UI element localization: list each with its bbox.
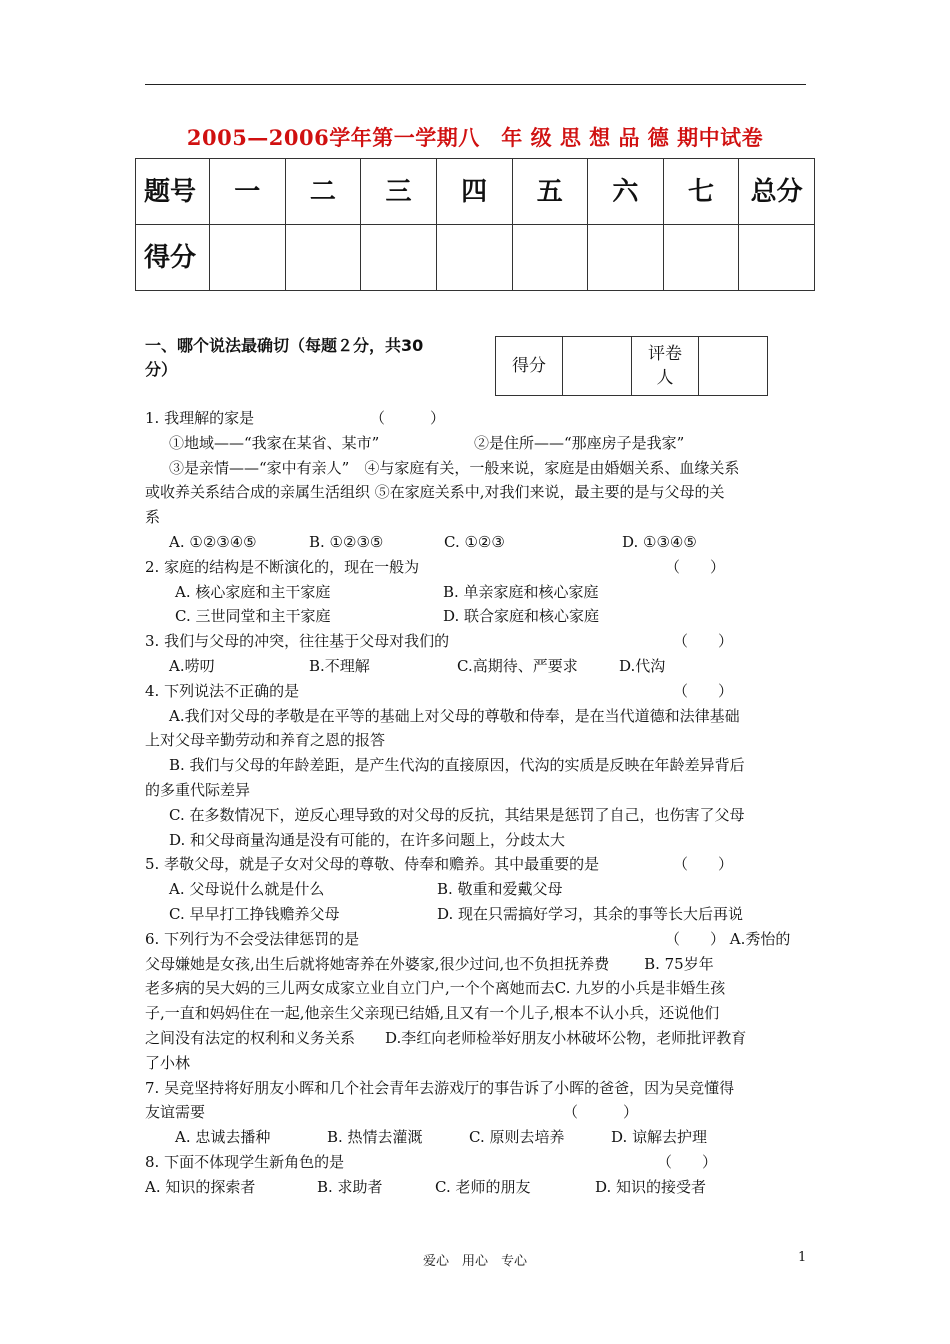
option: D.代沟	[619, 656, 666, 675]
score-blank-cell	[663, 225, 739, 291]
question-4-stem: 4. 下列说法不正确的是 （ ）	[145, 681, 734, 700]
option: D. ①③④⑤	[622, 532, 697, 551]
option: C. 老师的朋友	[435, 1177, 531, 1196]
grader-table	[495, 336, 768, 396]
option: A. 核心家庭和主干家庭	[175, 582, 331, 601]
grader-score-blank	[563, 337, 632, 396]
question-6-line: 了小林	[145, 1053, 191, 1072]
option: A. ①②③④⑤	[169, 532, 257, 551]
top-rule	[145, 84, 806, 85]
score-row-label: 得分	[136, 225, 210, 291]
question-4-line: C. 在多数情况下，逆反心理导致的对父母的反抗，其结果是惩罚了自己，也伤害了父母	[169, 805, 745, 824]
option: B. 单亲家庭和核心家庭	[443, 582, 599, 601]
option: A. 知识的探索者	[145, 1177, 256, 1196]
page-footer: 爱心 用心 专心	[422, 1254, 527, 1269]
option: B. 求助者	[317, 1177, 383, 1196]
score-blank-cell	[436, 225, 512, 291]
question-5-stem: 5. 孝敬父母，就是子女对父母的尊敬、侍奉和赡养。其中最重要的是 （ ）	[145, 855, 734, 874]
question-1-line: 系	[145, 508, 161, 527]
option: D. 联合家庭和核心家庭	[443, 607, 600, 626]
grader-name-label: 评卷 人	[632, 337, 699, 396]
score-cell: 题号	[136, 159, 210, 225]
question-4-line: D. 和父母商量沟通是没有可能的，在许多问题上，分歧太大	[169, 830, 566, 849]
score-cell: 三	[361, 159, 437, 225]
question-4-line: 上对父母辛勤劳动和养育之恩的报答	[145, 731, 386, 750]
score-cell: 总分	[739, 159, 815, 225]
score-cell: 五	[512, 159, 588, 225]
option: C.高期待、严要求	[457, 656, 578, 675]
score-cell: 四	[436, 159, 512, 225]
score-cell: 六	[588, 159, 664, 225]
question-2-options	[145, 580, 810, 605]
question-7-options	[145, 1125, 810, 1150]
score-cell: 二	[285, 159, 361, 225]
score-blank-cell	[739, 225, 815, 291]
option: C. 三世同堂和主干家庭	[175, 607, 331, 626]
option: B.不理解	[309, 656, 370, 675]
question-7-stem: 7. 吴竞坚持将好朋友小晖和几个社会青年去游戏厅的事告诉了小晖的爸爸，因为吴竞懂得	[145, 1078, 735, 1097]
question-1-stem: 1. 我理解的家是 （ ）	[145, 409, 446, 427]
score-blank-cell	[210, 225, 286, 291]
question-2-options	[145, 604, 810, 629]
score-blank-cell	[285, 225, 361, 291]
score-table	[135, 158, 815, 291]
question-4-line: B. 我们与父母的年龄差距，是产生代沟的直接原因，代沟的实质是反映在年龄差异背后	[169, 756, 745, 775]
page-title: 2005—2006学年第一学期八 年 级 思 想 品 德 期中试卷	[186, 125, 764, 150]
score-table-header-row	[136, 159, 815, 225]
question-6-line: 父母嫌她是女孩,出生后就将她寄养在外婆家,很少过问,也不负担抚养费 B. 75岁年	[145, 954, 714, 973]
page-number: 1	[798, 1250, 807, 1265]
question-6-line: 老多病的吴大妈的三儿两女成家立业自立门户,一个个离她而去C. 九岁的小兵是非婚生孩	[145, 979, 726, 998]
question-6-stem: 6. 下列行为不会受法律惩罚的是 （ ） A.秀怡的	[145, 929, 791, 948]
option: B. 敬重和爱戴父母	[437, 880, 563, 899]
question-6-line: 子,一直和妈妈住在一起,他亲生父亲现已结婚,且又有一个儿子,根本不认小兵，还说他们	[145, 1004, 720, 1023]
question-6-line: 之间没有法定的权利和义务关系 D.李红向老师检举好朋友小林破坏公物，老师批评教育	[145, 1028, 747, 1047]
score-table-score-row	[136, 225, 815, 291]
question-3-stem: 3. 我们与父母的冲突，往往基于父母对我们的 （ ）	[145, 632, 734, 651]
option: A.唠叨	[169, 656, 215, 675]
option: C. 早早打工挣钱赡养父母	[169, 904, 340, 923]
question-8-stem: 8. 下面不体现学生新角色的是 （ ）	[145, 1152, 718, 1171]
question-1-line: 或收养关系结合成的亲属生活组织 ⑤在家庭关系中,对我们来说，最主要的是与父母的关	[145, 483, 725, 502]
question-5-options	[145, 877, 810, 902]
question-8-options	[145, 1175, 810, 1200]
question-1-line: ①地域——“我家在某省、某市” ②是住所——“那座房子是我家”	[169, 433, 685, 452]
option: C. 原则去培养	[469, 1128, 565, 1147]
option: A. 父母说什么就是什么	[169, 880, 325, 899]
questions-body	[145, 406, 810, 1200]
grader-name-blank	[699, 337, 768, 396]
section-heading: 一、哪个说法最确切（每题２分，共30 分）	[145, 336, 424, 379]
grader-score-label: 得分	[496, 337, 563, 396]
question-4-line: 的多重代际差异	[145, 780, 251, 799]
score-cell: 一	[210, 159, 286, 225]
score-blank-cell	[588, 225, 664, 291]
option: C. ①②③	[444, 532, 505, 551]
score-cell: 七	[663, 159, 739, 225]
question-7-line: 友谊需要 （ ）	[145, 1103, 639, 1122]
option: B. 热情去灌溉	[327, 1128, 423, 1147]
score-blank-cell	[512, 225, 588, 291]
option: D. 谅解去护理	[611, 1128, 708, 1147]
option: D. 现在只需搞好学习，其余的事等长大后再说	[437, 904, 744, 923]
question-4-line: A.我们对父母的孝敬是在平等的基础上对父母的尊敬和侍奉，是在当代道德和法律基础	[169, 706, 740, 725]
question-5-options	[145, 902, 810, 927]
question-1-line: ③是亲情——“家中有亲人” ④与家庭有关，一般来说，家庭是由婚姻关系、血缘关系	[169, 458, 740, 477]
question-2-stem: 2. 家庭的结构是不断演化的，现在一般为 （ ）	[145, 557, 726, 576]
option: D. 知识的接受者	[595, 1177, 707, 1196]
score-blank-cell	[361, 225, 437, 291]
option: A. 忠诚去播种	[175, 1128, 271, 1147]
question-3-options	[145, 654, 810, 679]
option: B. ①②③⑤	[309, 532, 384, 551]
question-1-options	[145, 530, 810, 555]
